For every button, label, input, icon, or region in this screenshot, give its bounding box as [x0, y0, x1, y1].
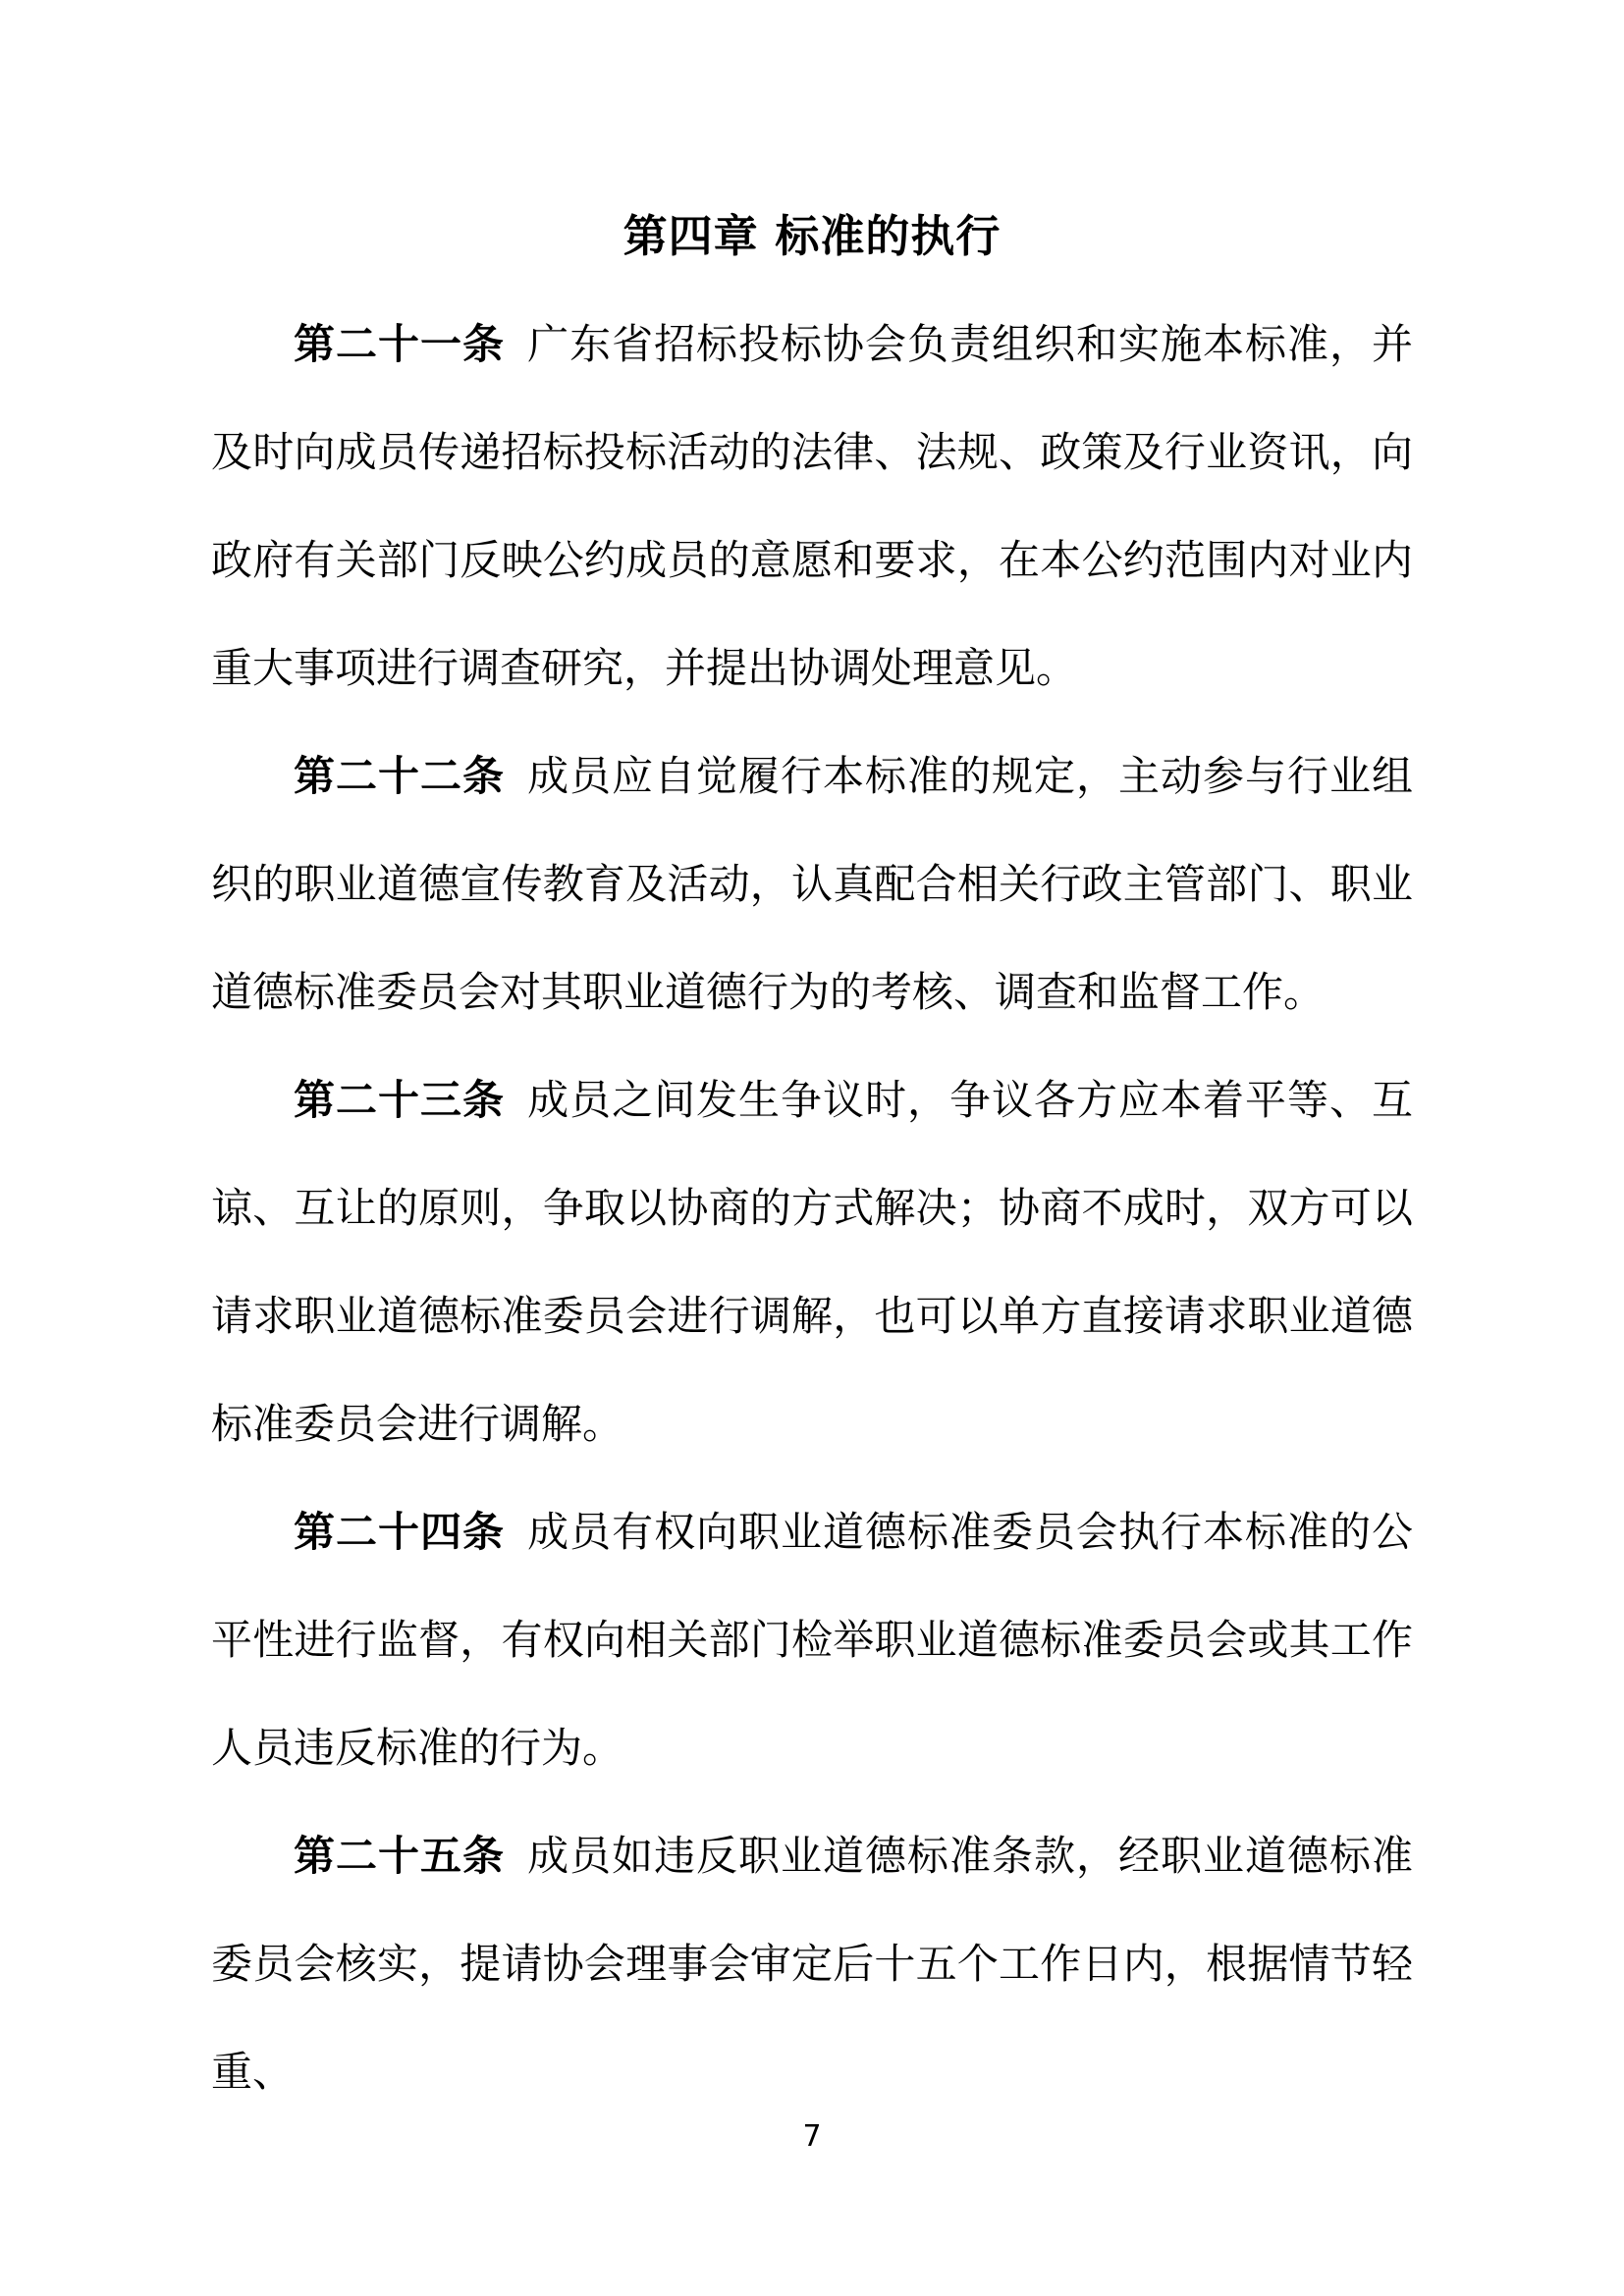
article-23-number: 第二十三条 — [294, 1076, 505, 1124]
article-25-number: 第二十五条 — [294, 1832, 505, 1880]
article-23-text: 成员之间发生争议时，争议各方应本着平等、互谅、互让的原则，争取以协商的方式解决；协商不成时，双方可以请求职业道德标准委员会进行调解，也可以单方直接请求职业道德标准委员会进行调解。 — [211, 1076, 1413, 1448]
article-24-text: 成员有权向职业道德标准委员会执行本标准的公平性进行监督，有权向相关部门检举职业道德标准委员会或其工作人员违反标准的行为。 — [211, 1508, 1413, 1772]
article-22-paragraph — [211, 722, 1413, 1046]
article-21-number: 第二十一条 — [294, 320, 505, 368]
article-22-number: 第二十二条 — [294, 752, 505, 800]
article-22-text: 成员应自觉履行本标准的规定，主动参与行业组织的职业道德宣传教育及活动，认真配合相关行政主管部门、职业道德标准委员会对其职业道德行为的考核、调查和监督工作。 — [211, 752, 1413, 1016]
page-number: 7 — [802, 2119, 822, 2154]
chapter-title: 第四章 标准的执行 — [623, 210, 1001, 262]
article-25-paragraph — [211, 1802, 1413, 2126]
article-24-paragraph — [211, 1478, 1413, 1802]
article-21-text: 广东省招标投标协会负责组织和实施本标准，并及时向成员传递招标投标活动的法律、法规、政策及行业资讯，向政府有关部门反映公约成员的意愿和要求，在本公约范围内对业内重大事项进行调查研究，并提出协调处理意见。 — [211, 320, 1413, 692]
article-23-paragraph — [211, 1046, 1413, 1478]
article-21-paragraph — [211, 291, 1413, 722]
article-24-number: 第二十四条 — [294, 1508, 505, 1556]
article-25-text: 成员如违反职业道德标准条款，经职业道德标准委员会核实，提请协会理事会审定后十五个工作日内，根据情节轻重、 — [211, 1832, 1413, 2096]
